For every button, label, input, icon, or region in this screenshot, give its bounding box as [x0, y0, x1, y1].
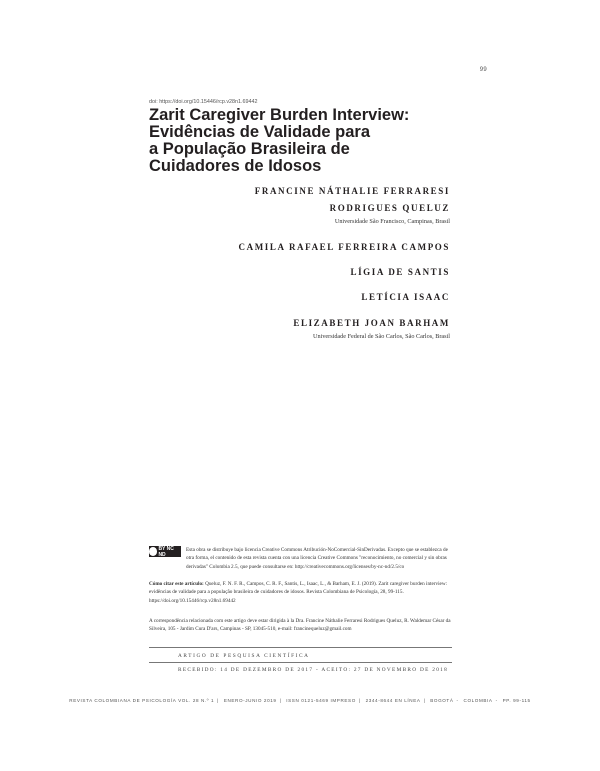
journal-footer: REVISTA COLOMBIANA DE PSICOLOGÍA VOL. 28 N.º 1 | ENERO-JUNIO 2019 | ISSN 0121-5469 IMPRESO | 2344-8644 EN LÍNEA | BOGOTÁ - COLOMBIA - PP. 99-115	[69, 698, 531, 703]
author-name: RODRIGUES QUELUZ	[329, 203, 450, 213]
author-name: CAMILA RAFAEL FERREIRA CAMPOS	[238, 242, 450, 252]
footer-period: ENERO-JUNIO 2019	[223, 698, 277, 703]
cc-icon	[149, 547, 157, 556]
title-line: Cuidadores de Idosos	[149, 157, 322, 175]
author-name: LÍGIA DE SANTIS	[350, 267, 450, 277]
author-name: LETÍCIA ISAAC	[361, 292, 450, 302]
title-line: a População Brasileira de	[149, 140, 350, 158]
footer-issn-online: 2344-8644 EN LÍNEA	[365, 698, 421, 703]
title-line: Zarit Caregiver Burden Interview:	[149, 106, 410, 124]
article-title	[149, 107, 469, 175]
license-text: Esta obra se distribuye bajo licencia Creative Commons Atribución-NoComercial-SinDerivadas. Excepto que se establezca de otra forma, el contenido de esta revista cuenta con una licencia Creative Commons "reconocimiento, no comercial y sin obras derivadas" Colombia 2.5, que puede consultarse en: http://creativecommons.org/licenses/by-nc-nd/2.5/co	[186, 547, 448, 570]
footer-city: BOGOTÁ	[430, 698, 454, 703]
doi-line[interactable]: doi: https://doi.org/10.15446/rcp.v28n1.69442	[149, 99, 258, 105]
author-name: FRANCINE NÁTHALIE FERRARESI	[254, 186, 450, 196]
license-badge-label: BY NC ND	[158, 545, 174, 558]
author-affiliation: Universidade São Francisco, Campinas, Brasil	[334, 218, 450, 225]
divider	[149, 647, 452, 648]
author-affiliation: Universidade Federal de São Carlos, São Carlos, Brasil	[313, 333, 450, 340]
citation-block	[149, 580, 452, 605]
received-accepted-dates: RECEBIDO: 14 DE DEZEMBRO DE 2017 - ACEITO: 27 DE NOVEMBRO DE 2018	[178, 667, 449, 673]
creative-commons-badge[interactable]	[149, 546, 181, 557]
footer-issn-print: ISSN 0121-5469 IMPRESO	[286, 698, 356, 703]
divider	[149, 662, 452, 663]
author-name: ELIZABETH JOAN BARHAM	[293, 318, 450, 328]
title-line: Evidências de Validade para	[149, 123, 371, 141]
citation-lead: Cómo citar este artículo:	[149, 581, 204, 587]
correspondence-note: A correspondência relacionada com este artigo deve estar dirigida à la Dra. Francine Náthalie Ferraresi Rodrigues Queluz, R. Waldemar César da Silveira, 105 - Jardim Cura D'ars, Campinas - SP, 13045-510, e-mail: francinequeluz@gmail.com	[149, 618, 451, 633]
footer-pages: PP. 99-115	[502, 698, 531, 703]
page-number: 99	[479, 67, 487, 73]
citation-text: Queluz, F. N. F. R., Campos, C. R. F., Santis, L., Isaac, L., & Barham, E. J. (2019). Zarit caregiver burden interview: evidências de validade para a população brasileira de cuidadores de idosos. Revista Colombiana de Psicología, 28, 99-115. https://doi.org/10.15446/rcp.v28n1.69442	[149, 581, 448, 604]
footer-country: COLOMBIA	[463, 698, 493, 703]
article-type: ARTIGO DE PESQUISA CIENTÍFICA	[178, 653, 310, 659]
footer-journal: REVISTA COLOMBIANA DE PSICOLOGÍA VOL. 28 N.º 1	[69, 698, 215, 703]
